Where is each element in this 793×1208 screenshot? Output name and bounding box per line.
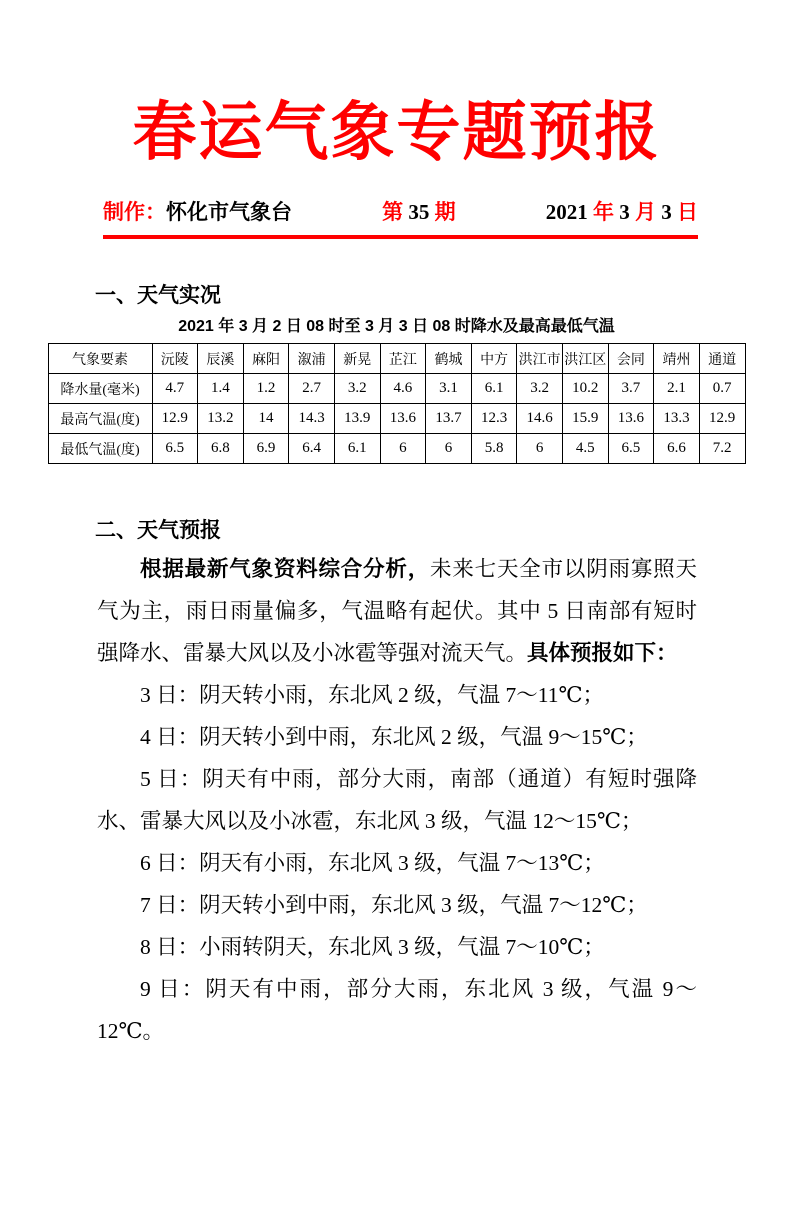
- weather-table: [48, 343, 746, 464]
- value-cell: 2.7: [289, 374, 335, 404]
- value-cell: 4.5: [562, 434, 608, 464]
- value-cell: 6.1: [471, 374, 517, 404]
- value-cell: 14.6: [517, 404, 563, 434]
- page: [0, 86, 793, 1208]
- value-cell: 7.2: [699, 434, 745, 464]
- value-cell: 6.6: [654, 434, 700, 464]
- table-header-cell: 会同: [608, 344, 654, 374]
- table-header-cell: 沅陵: [152, 344, 198, 374]
- value-cell: 10.2: [562, 374, 608, 404]
- value-cell: 6.8: [198, 434, 244, 464]
- value-cell: 15.9: [562, 404, 608, 434]
- masthead: [103, 196, 698, 226]
- forecast-line: 7 日：阴天转小到中雨，东北风 3 级，气温 7～12℃；: [140, 893, 648, 917]
- value-cell: 5.8: [471, 434, 517, 464]
- value-cell: 6.5: [608, 434, 654, 464]
- value-cell: 12.9: [152, 404, 198, 434]
- table-header-cell: 洪江区: [562, 344, 608, 374]
- issue-number: [382, 196, 456, 226]
- text-segment: 3: [619, 200, 630, 224]
- value-cell: 13.2: [198, 404, 244, 434]
- row-label-cell: 最低气温(度): [48, 434, 152, 464]
- table-row: [48, 374, 745, 404]
- value-cell: 4.6: [380, 374, 426, 404]
- table-header-row: [48, 344, 745, 374]
- value-cell: 12.3: [471, 404, 517, 434]
- value-cell: 6: [380, 434, 426, 464]
- table-header-cell: 溆浦: [289, 344, 335, 374]
- text-segment: 怀化市气象台: [166, 200, 292, 224]
- value-cell: 12.9: [699, 404, 745, 434]
- value-cell: 13.7: [426, 404, 472, 434]
- value-cell: 1.2: [243, 374, 289, 404]
- row-label-header: 气象要素: [48, 344, 152, 374]
- text-segment: 年: [587, 200, 620, 224]
- forecast-line: 9 日：阴天有中雨，部分大雨，东北风 3 级，气温 9～12℃。: [97, 977, 697, 1043]
- value-cell: 13.3: [654, 404, 700, 434]
- table-header-cell: 麻阳: [243, 344, 289, 374]
- table-header-cell: 新晃: [334, 344, 380, 374]
- table-header-cell: 靖州: [654, 344, 700, 374]
- forecast-intro: [97, 548, 697, 674]
- table-row: [48, 434, 745, 464]
- value-cell: 6: [517, 434, 563, 464]
- table-row: [48, 404, 745, 434]
- text-segment: 日: [671, 200, 698, 224]
- table-header-cell: 辰溪: [198, 344, 244, 374]
- forecast-line: 6 日：阴天有小雨，东北风 3 级，气温 7～13℃；: [140, 851, 605, 875]
- text-segment: 未来七天全市以阴雨寡照天气为主，雨日雨量偏多，气温略有起伏。其中 5 日南部有短时强降水、雷暴大风以及小冰雹等强对流天气。: [97, 557, 697, 665]
- value-cell: 13.6: [380, 404, 426, 434]
- table-header-cell: 洪江市: [517, 344, 563, 374]
- table-header-cell: 中方: [471, 344, 517, 374]
- text-segment: 根据最新气象资料综合分析，: [140, 557, 431, 581]
- table-caption: 2021 年 3 月 2 日 08 时至 3 月 3 日 08 时降水及最高最低气温: [178, 318, 615, 335]
- forecast-list: [97, 674, 697, 1052]
- forecast-line: 4 日：阴天转小到中雨，东北风 2 级，气温 9～15℃；: [140, 725, 648, 749]
- value-cell: 13.6: [608, 404, 654, 434]
- text-segment: 第: [382, 200, 409, 224]
- value-cell: 1.4: [198, 374, 244, 404]
- value-cell: 6.9: [243, 434, 289, 464]
- masthead-date: [546, 196, 698, 226]
- red-divider: [103, 235, 698, 239]
- value-cell: 3.2: [517, 374, 563, 404]
- value-cell: 3.2: [334, 374, 380, 404]
- text-segment: 35: [408, 200, 430, 224]
- section2-heading: 二、天气预报: [95, 519, 221, 542]
- table-header-cell: 鹤城: [426, 344, 472, 374]
- value-cell: 3.7: [608, 374, 654, 404]
- row-label-cell: 降水量(毫米): [48, 374, 152, 404]
- doc-title: 春运气象专题预报: [132, 97, 661, 168]
- value-cell: 6.5: [152, 434, 198, 464]
- text-segment: 月: [629, 200, 662, 224]
- forecast-line: 8 日：小雨转阴天，东北风 3 级，气温 7～10℃；: [140, 935, 605, 959]
- text-segment: 具体预报如下：: [527, 641, 678, 665]
- text-segment: 期: [429, 200, 456, 224]
- forecast-body: [97, 548, 697, 1052]
- value-cell: 6: [426, 434, 472, 464]
- weather-table-body: [48, 344, 745, 464]
- value-cell: 0.7: [699, 374, 745, 404]
- value-cell: 4.7: [152, 374, 198, 404]
- forecast-line: 3 日：阴天转小雨，东北风 2 级，气温 7～11℃；: [140, 683, 605, 707]
- table-header-cell: 芷江: [380, 344, 426, 374]
- value-cell: 2.1: [654, 374, 700, 404]
- table-header-cell: 通道: [699, 344, 745, 374]
- value-cell: 6.4: [289, 434, 335, 464]
- text-segment: 制作：: [103, 200, 166, 224]
- text-segment: 3: [661, 200, 672, 224]
- text-segment: 2021: [545, 200, 588, 224]
- row-label-cell: 最高气温(度): [48, 404, 152, 434]
- value-cell: 6.1: [334, 434, 380, 464]
- produced-by: [103, 196, 292, 226]
- section1-heading: 一、天气实况: [95, 284, 221, 307]
- forecast-line: 5 日：阴天有中雨，部分大雨，南部（通道）有短时强降水、雷暴大风以及小冰雹，东北风 3 级，气温 12～15℃；: [97, 767, 697, 833]
- value-cell: 14: [243, 404, 289, 434]
- value-cell: 14.3: [289, 404, 335, 434]
- value-cell: 3.1: [426, 374, 472, 404]
- value-cell: 13.9: [334, 404, 380, 434]
